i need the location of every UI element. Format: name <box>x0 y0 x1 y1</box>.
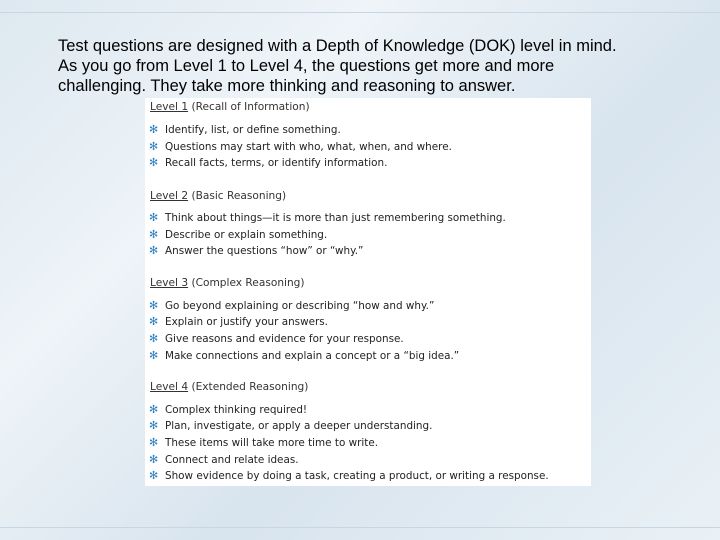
list-item: ✻ Answer the questions “how” or “why.” <box>149 244 364 257</box>
level-1-title <box>150 101 310 113</box>
asterisk-bullet-icon: ✻ <box>149 419 159 432</box>
frame-line-top <box>0 12 720 13</box>
list-item: ✻ Think about things—it is more than just remembering something. <box>149 211 506 224</box>
frame-line-bottom <box>0 527 720 528</box>
heading-line: Test questions are designed with a Depth of Knowledge (DOK) level in mind. <box>58 37 617 55</box>
heading-line: challenging. They take more thinking and reasoning to answer. <box>58 77 516 95</box>
level-label: Level 3 <box>150 277 189 289</box>
list-item: ✻ Questions may start with who, what, when, and where. <box>149 140 452 153</box>
asterisk-bullet-icon: ✻ <box>149 244 159 257</box>
level-name: (Extended Reasoning) <box>191 381 309 393</box>
level-label: Level 1 <box>150 101 189 113</box>
level-label: Level 4 <box>150 381 189 393</box>
list-item: ✻ Recall facts, terms, or identify information. <box>149 156 388 169</box>
asterisk-bullet-icon: ✻ <box>149 332 159 345</box>
list-item: ✻ Show evidence by doing a task, creating a product, or writing a response. <box>149 469 549 482</box>
level-name: (Recall of Information) <box>191 101 310 113</box>
list-item: ✻ Identify, list, or define something. <box>149 123 341 136</box>
asterisk-bullet-icon: ✻ <box>149 211 159 224</box>
list-item: ✻ Describe or explain something. <box>149 228 328 241</box>
dok-levels-card <box>145 98 591 486</box>
level-3-title <box>150 277 305 289</box>
list-item: ✻ Give reasons and evidence for your response. <box>149 332 404 345</box>
asterisk-bullet-icon: ✻ <box>149 299 159 312</box>
heading-line: As you go from Level 1 to Level 4, the questions get more and more <box>58 57 555 75</box>
asterisk-bullet-icon: ✻ <box>149 436 159 449</box>
list-item: ✻ Go beyond explaining or describing “how and why.” <box>149 299 435 312</box>
level-name: (Complex Reasoning) <box>191 277 305 289</box>
level-label: Level 2 <box>150 190 189 202</box>
list-item: ✻ Connect and relate ideas. <box>149 453 299 466</box>
level-4-title <box>150 381 308 393</box>
level-name: (Basic Reasoning) <box>191 190 287 202</box>
asterisk-bullet-icon: ✻ <box>149 156 159 169</box>
list-item: ✻ These items will take more time to write. <box>149 436 379 449</box>
asterisk-bullet-icon: ✻ <box>149 123 159 136</box>
asterisk-bullet-icon: ✻ <box>149 469 159 482</box>
asterisk-bullet-icon: ✻ <box>149 228 159 241</box>
level-2-title <box>150 190 286 202</box>
asterisk-bullet-icon: ✻ <box>149 140 159 153</box>
slide-heading <box>58 36 708 96</box>
asterisk-bullet-icon: ✻ <box>149 349 159 362</box>
asterisk-bullet-icon: ✻ <box>149 453 159 466</box>
list-item: ✻ Complex thinking required! <box>149 403 308 416</box>
list-item: ✻ Make connections and explain a concept or a “big idea.” <box>149 349 460 362</box>
asterisk-bullet-icon: ✻ <box>149 403 159 416</box>
list-item: ✻ Explain or justify your answers. <box>149 315 328 328</box>
list-item: ✻ Plan, investigate, or apply a deeper understanding. <box>149 419 433 432</box>
asterisk-bullet-icon: ✻ <box>149 315 159 328</box>
